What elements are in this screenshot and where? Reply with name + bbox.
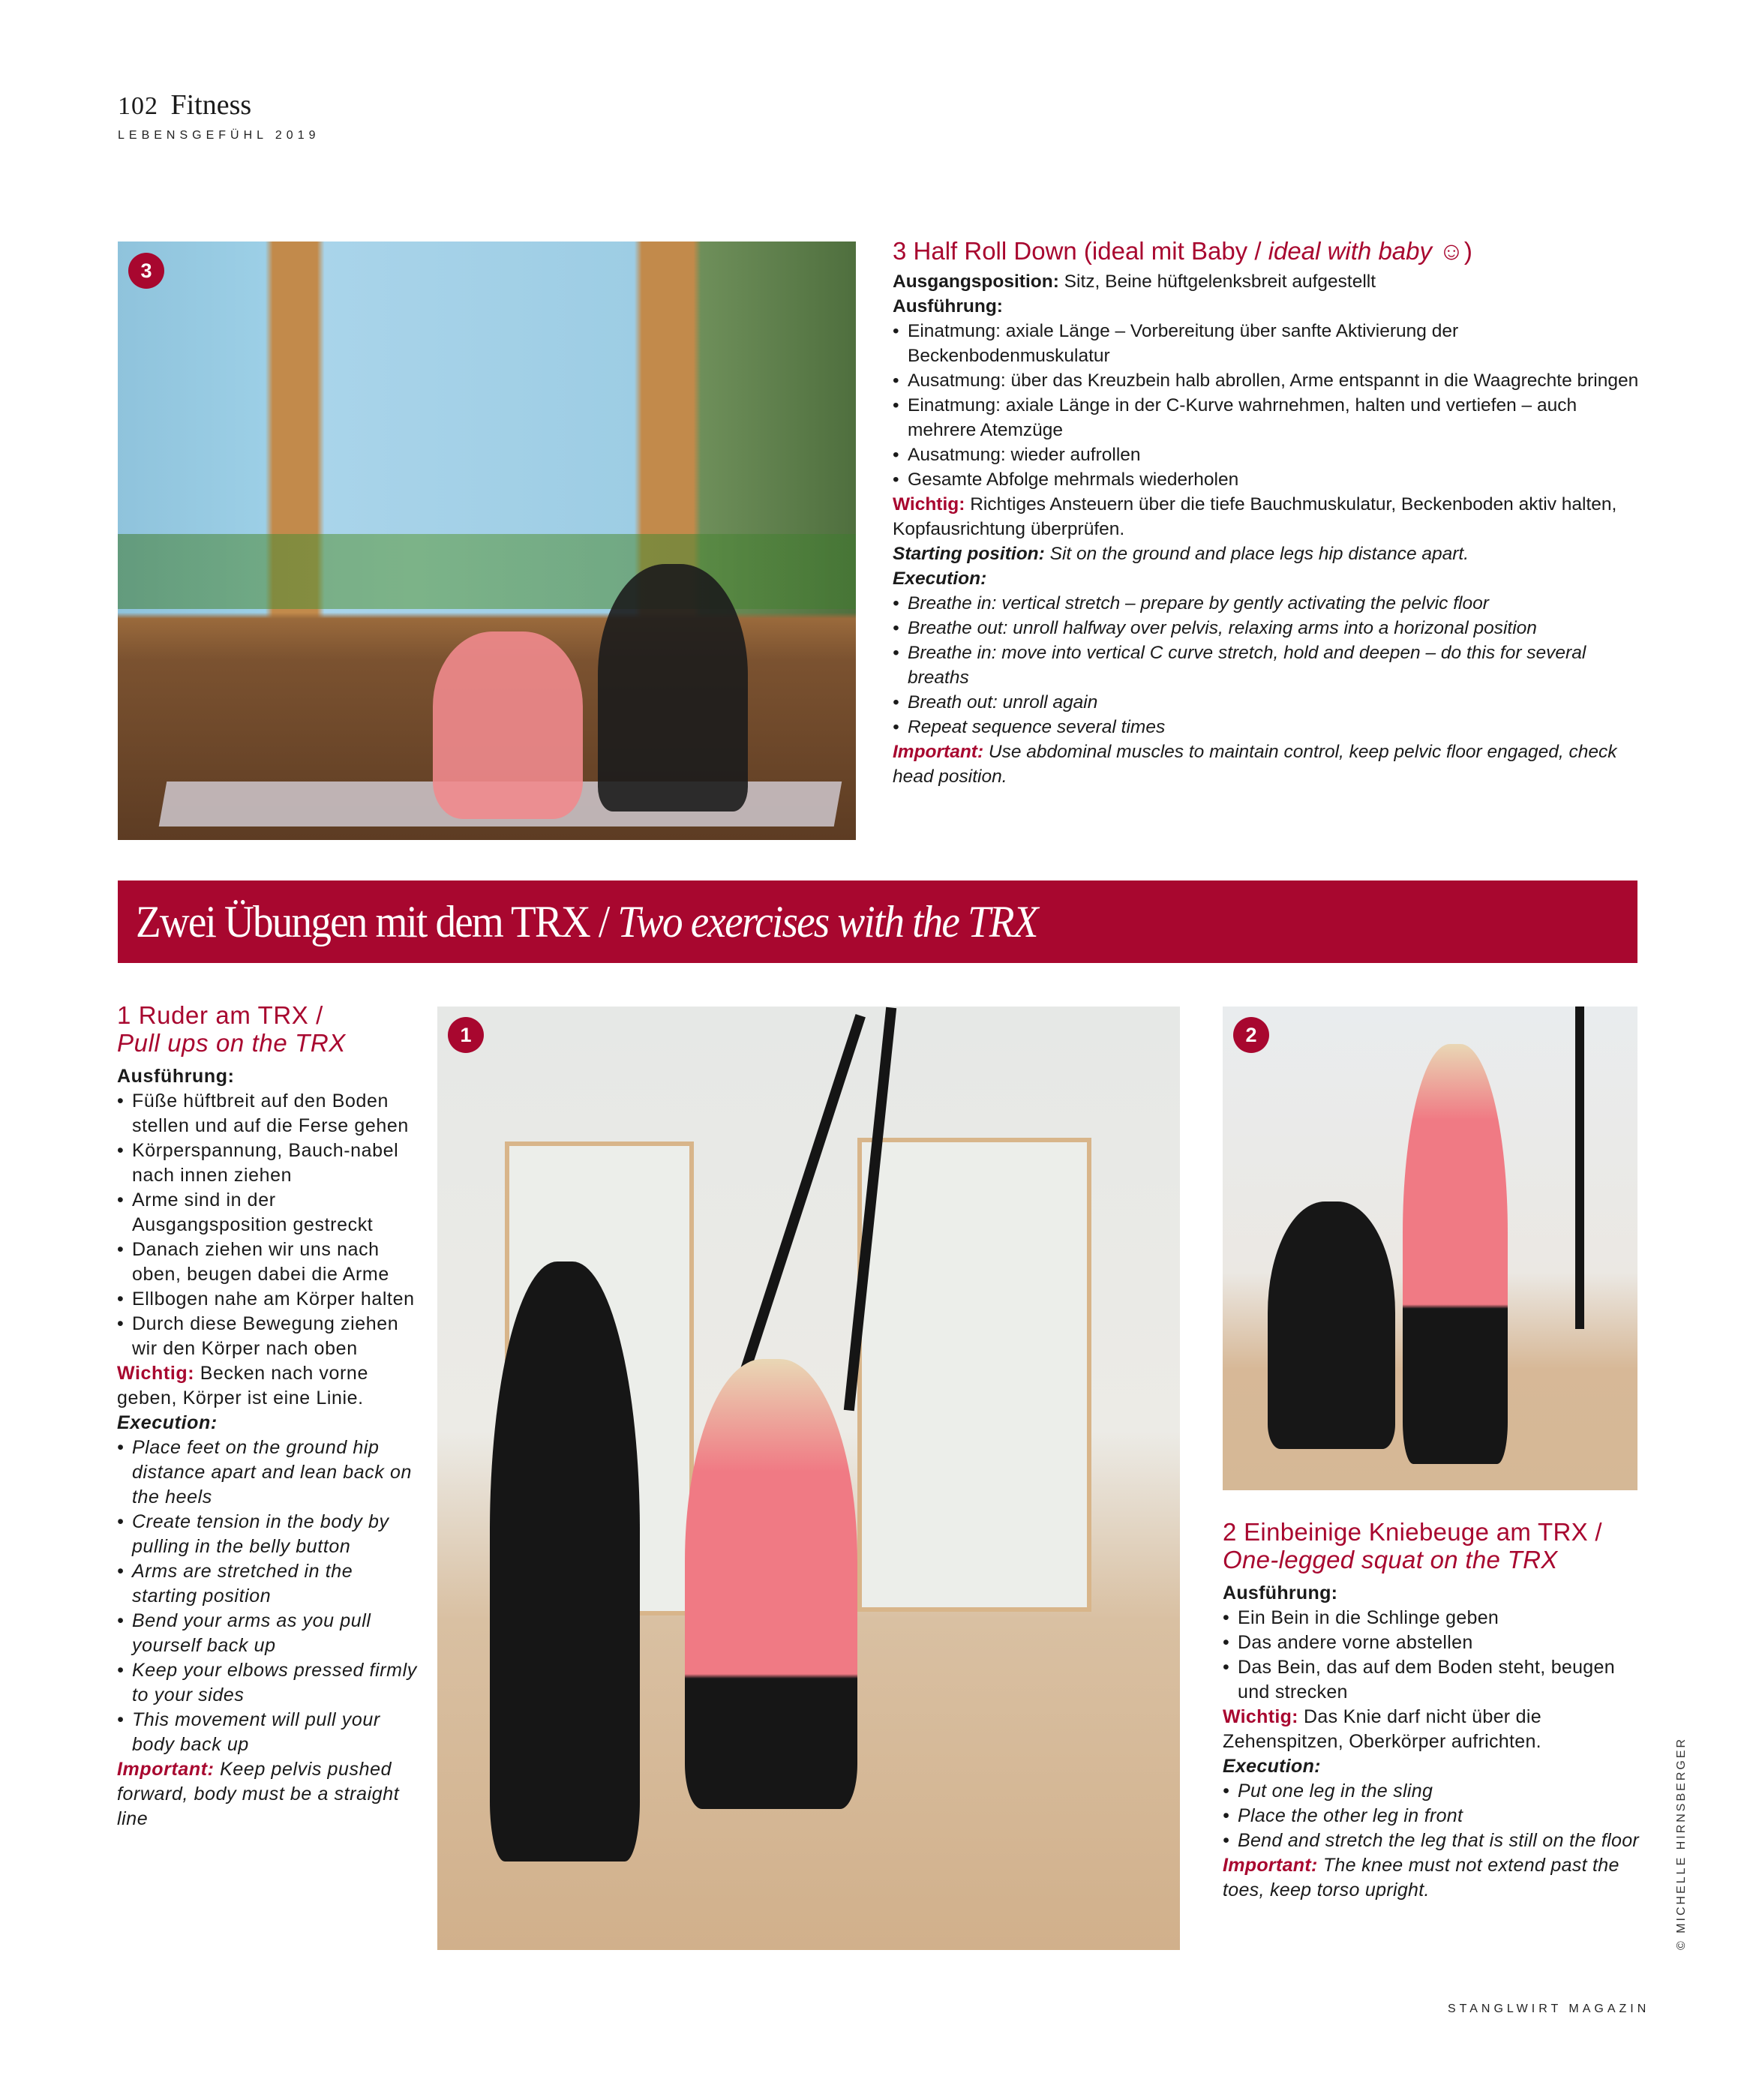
issue-label: LEBENSGEFÜHL 2019 bbox=[118, 129, 320, 142]
page-number: 102 bbox=[118, 92, 158, 120]
photo-trx-strap bbox=[1575, 1006, 1584, 1329]
photo-trx-strap bbox=[740, 1014, 866, 1374]
list-item: • Ellbogen nahe am Körper halten bbox=[117, 1287, 417, 1312]
steps-list-en bbox=[117, 1436, 417, 1757]
banner-title: Zwei Übungen mit dem TRX / Two exercises with the TRX bbox=[136, 896, 1037, 946]
photo-figure-athlete bbox=[685, 1359, 857, 1809]
exercise-1-text bbox=[117, 1001, 417, 1832]
photo-credit: © MICHELLE HIRNSBERGER bbox=[1675, 1736, 1688, 1950]
steps-list-en bbox=[1223, 1779, 1643, 1853]
steps-list-de bbox=[1223, 1606, 1643, 1705]
start-position-de: Ausgangsposition: Sitz, Beine hüftgelenksbreit aufgestellt bbox=[893, 272, 1376, 292]
photo-figure-trainer bbox=[490, 1262, 640, 1862]
exercise-1-title: 1 Ruder am TRX / Pull ups on the TRX bbox=[117, 1001, 346, 1057]
exercise-2-title: 2 Einbeinige Kniebeuge am TRX / One-legged squat on the TRX bbox=[1223, 1518, 1602, 1574]
exercise-3-text bbox=[893, 237, 1643, 789]
start-position-en: Starting position: Sit on the ground and place legs hip distance apart. bbox=[893, 544, 1469, 564]
list-item: • Breathe in: move into vertical C curve stretch, hold and deepen – do this for several breaths bbox=[893, 640, 1643, 690]
photo-number-badge: 3 bbox=[128, 253, 164, 289]
important-note-de: Wichtig: Das Knie darf nicht über die Zehenspitzen, Oberkörper aufrichten. bbox=[1223, 1706, 1541, 1752]
steps-list-de bbox=[893, 319, 1643, 492]
photo-number-badge: 1 bbox=[448, 1017, 484, 1053]
photo-figure-mother bbox=[433, 632, 583, 819]
photo-lawn bbox=[118, 534, 856, 609]
list-item: • Gesamte Abfolge mehrmals wiederholen bbox=[893, 467, 1643, 492]
execution-label-de: Ausführung: bbox=[893, 296, 1003, 316]
list-item: • Ausatmung: über das Kreuzbein halb abrollen, Arme entspannt in die Waagrechte bringen bbox=[893, 368, 1643, 393]
list-item: • Breathe in: vertical stretch – prepare by gently activating the pelvic floor bbox=[893, 591, 1643, 616]
photo-number-badge: 2 bbox=[1233, 1017, 1269, 1053]
list-item: • Ein Bein in die Schlinge geben bbox=[1223, 1606, 1643, 1630]
list-item: • Keep your elbows pressed firmly to your sides bbox=[117, 1658, 417, 1708]
photo-figure-athlete bbox=[1403, 1044, 1508, 1464]
important-note-en: Important: Use abdominal muscles to maintain control, keep pelvic floor engaged, check head position. bbox=[893, 742, 1617, 787]
list-item: • Einatmung: axiale Länge – Vorbereitung über sanfte Aktivierung der Beckenbodenmuskulatur bbox=[893, 319, 1643, 368]
photo-figure-trainer bbox=[1268, 1202, 1395, 1449]
list-item: • Put one leg in the sling bbox=[1223, 1779, 1643, 1804]
photo-one-legged-squat bbox=[1223, 1006, 1637, 1490]
list-item: • Breathe out: unroll halfway over pelvis, relaxing arms into a horizonal position bbox=[893, 616, 1643, 640]
list-item: • This movement will pull your body back up bbox=[117, 1708, 417, 1757]
exercise-2-text bbox=[1223, 1518, 1643, 1903]
list-item: • Create tension in the body by pulling in the belly button bbox=[117, 1510, 417, 1559]
list-item: • Durch diese Bewegung ziehen wir den Körper nach oben bbox=[117, 1312, 417, 1361]
list-item: • Danach ziehen wir uns nach oben, beugen dabei die Arme bbox=[117, 1238, 417, 1287]
page-header bbox=[118, 88, 320, 142]
list-item: • Füße hüftbreit auf den Boden stellen und auf die Ferse gehen bbox=[117, 1089, 417, 1138]
photo-half-roll-down bbox=[118, 242, 856, 840]
section-banner bbox=[118, 880, 1637, 963]
list-item: • Place feet on the ground hip distance apart and lean back on the heels bbox=[117, 1436, 417, 1510]
list-item: • Arms are stretched in the starting position bbox=[117, 1559, 417, 1609]
list-item: • Bend and stretch the leg that is still on the floor bbox=[1223, 1828, 1643, 1853]
photo-figure-trainer bbox=[598, 564, 748, 812]
steps-list-en bbox=[893, 591, 1643, 740]
execution-label-en: Execution: bbox=[893, 568, 987, 589]
list-item: • Einatmung: axiale Länge in der C-Kurve wahrnehmen, halten und vertiefen – auch mehrere Atemzüge bbox=[893, 393, 1643, 442]
list-item: • Bend your arms as you pull yourself back up bbox=[117, 1609, 417, 1658]
list-item: • Repeat sequence several times bbox=[893, 715, 1643, 740]
important-note-en: Important: Keep pelvis pushed forward, body must be a straight line bbox=[117, 1759, 400, 1829]
execution-label-en: Execution: bbox=[1223, 1756, 1321, 1777]
execution-label-de: Ausführung: bbox=[117, 1066, 235, 1087]
section-title: Fitness bbox=[170, 89, 252, 121]
photo-mirror bbox=[857, 1138, 1091, 1612]
list-item: • Place the other leg in front bbox=[1223, 1804, 1643, 1828]
magazine-footer: STANGLWIRT MAGAZIN bbox=[1448, 2002, 1650, 2015]
list-item: • Das Bein, das auf dem Boden steht, beugen und strecken bbox=[1223, 1655, 1643, 1705]
execution-label-en: Execution: bbox=[117, 1412, 218, 1433]
steps-list-de bbox=[117, 1089, 417, 1361]
execution-label-de: Ausführung: bbox=[1223, 1582, 1338, 1604]
exercise-3-title: 3 Half Roll Down (ideal mit Baby / ideal with baby ☺) bbox=[893, 237, 1472, 265]
list-item: • Breath out: unroll again bbox=[893, 690, 1643, 715]
list-item: • Körperspannung, Bauch-nabel nach innen ziehen bbox=[117, 1138, 417, 1188]
list-item: • Das andere vorne abstellen bbox=[1223, 1630, 1643, 1655]
important-note-de: Wichtig: Becken nach vorne geben, Körper ist eine Linie. bbox=[117, 1363, 368, 1408]
photo-trx-row bbox=[437, 1006, 1180, 1950]
important-note-en: Important: The knee must not extend past the toes, keep torso upright. bbox=[1223, 1855, 1619, 1900]
list-item: • Arme sind in der Ausgangsposition gestreckt bbox=[117, 1188, 417, 1238]
important-note-de: Wichtig: Richtiges Ansteuern über die tiefe Bauchmuskulatur, Beckenboden aktiv halten, Kopfausrichtung überprüfen. bbox=[893, 494, 1617, 539]
list-item: • Ausatmung: wieder aufrollen bbox=[893, 442, 1643, 467]
